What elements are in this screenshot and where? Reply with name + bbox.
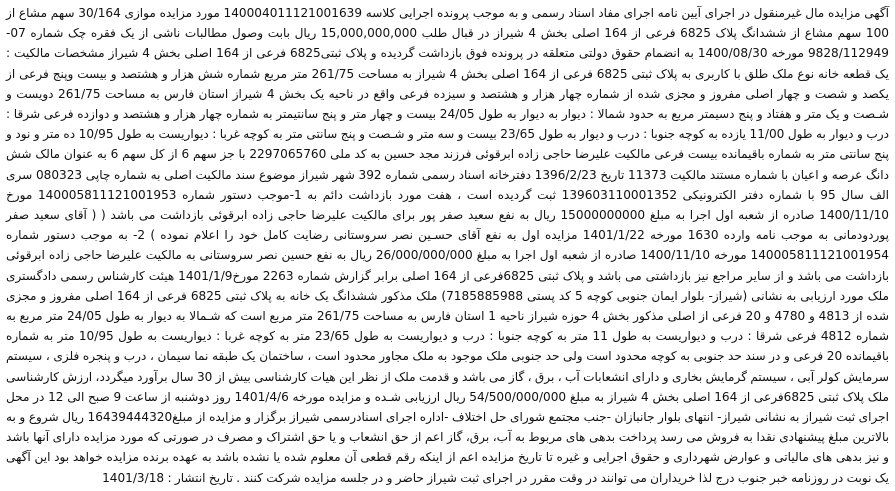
notice-paragraph: آگهی مزایده مال غیرمنقول در اجرای آیین نامه اجرای مفاد اسناد رسمی و به موجب پرونده اجرایی کلاسه 140004011121001639 مورد مزایده موازی 30/164 سهم مشاع از 100 سهم مشاع از ششدانگ پلاک 6825 فرعی از 164 اصلی بخش 4 شیراز در قبال طلب 15,000,000,000 ریال بابت وصول مطالبات ناشی از یک فقره چک شماره 07-9828/112949 مورخه 1400/08/30 به انضمام حقوق دولتی متعلقه در پرونده فوق بازداشت گردیده و پلاک ثبتی6825 فرعی از 164 اصلی بخش 4 شیراز مشخصات مالکیت : یک قطعه خانه نوع ملک طلق با کاربری به پلاک ثبتی 6825 فرعی از 164 اصلی بخش 4 شیراز به مساحت 261/75 متر مربع شماره شش هزار و هشتصد و بیست وپنج فرعی از یکصد و شصت و چهار اصلی مفروز و مجزی شده از شماره چهار هزار و هشتصد و سیزده فرعی واقع در ناحیه یک بخش 4 شیراز استان فارس به مساحت 261/75 دویست و شـصت و یک متر و هفتاد و پنج دسیمتر مربع به حدود شمالا : دیوار به دیوار به طول 24/05 بیست و چهار متر و پنج سانتیمتر به شماره چهار هزار و هشتصد و دوازده فرعی شرقا : درب و دیوار به طول 11/00 یازده به کوچه جنوبا : درب و دیوار به طول 23/65 بیست و سه متر و شـصت و پنج سانتی متر به کوچه غربا : دیواریست به طول 10/95 ده متر و نود و پنج سانتی متر به شماره باقیمانده بیست فرعی مالکیت علیرضا حاجی زاده ابرقوئی فرزند مجد حسین به کد ملی 2297065760 با جز سهم 6 از کل سهم 6 به عنوان مالک شش دانگ عرصه و اعیان با شماره مستند مالکیت 11373 تاریخ 1396/2/23 دفترخانه اسناد رسمی شماره 392 شهر شیراز موضوع سند مالکیت اصلی به شماره چاپی 080323 سری الف سال 95 با شماره دفتر الکترونیکی 139603110001352 ثبت گردیده است ، هفت مورد بازداشت دائم به 1-موجب دستور شماره 140005811121001953 مورخ 1400/11/10 صادره از شعبه اول اجرا به مبلغ 15000000000 ریال به نفع سعید صفر پور برای مالکیت علیرضا حاجی زاده ابرقوئی بازداشت می باشد ( ( آقای سعید صفر پوردودمانی به موجب نامه وارده 1630 مورخه 1401/1/22 مزایده اول به نفع آقای حسـین نصر سروستانی رضایت کامل خود را اعلام نموده ) 2- به موجب دستور شماره 140005811121001954 مورخه 1400/11/10 صادره از شعبه اول اجرا به مبلغ 26/000/000/000 ریال به نفع حسین نصر سروستانی به مالکیت علیرضا حاجی زاده ابرقوئی بازداشت می باشد و از سایر مراجع نیز بازداشتی می باشد و پلاک ثبتی 6825فرعی از 164 اصلی برابر گزارش شماره 2263 مورخ1401/1/9 هیئت کارشناس رسمی دادگستری ملک مورد ارزیابی به نشانی (شیراز- بلوار ایمان جنوبی کوچه 5 کد پستی 7185885988) ملک مذکور ششدانگ یک خانه به پلاک ثبتی 6825 فرعی از 164 اصلی مفروز و مجزی شده از 4813 و 4780 و 20 فرعی از اصلی مذکور بخش 4 حوزه شیراز ناحیه 1 استان فارس به مساحت 261/75 متر مربع است که شـمالا به دیوار به طول 24/05 متر مربع به شماره 4812 فرعی شرقا : درب و دیواریست به طول 11 متر به کوچه جنوبا : درب و دیواریست به طول 23/65 متر به کوچه غربا : دیواریست به طول 10/95 متر به شماره باقیمانده 20 فرعی و در سند حد جنوبی به کوچه محدود است ولی حد جنوبی ملک موجود به ملک مجاور محدود است ، ساختمان یک طبقه نما سیمان ، درب و پنجره فلزی ، سیستم سرمایش کولر آبی ، سیستم گرمایش بخاری و دارای انشعابات آب ، برق ، گاز می باشد و قدمت ملک از نظر این هیات کارشناسی بیش از 30 سال برآورد میگردد، ارزش کارشناسی ملک پلاک ثبتی 6825فرعی از 164 اصلی بخش 4 شیراز به مبلغ 54/500/000/000 ریال ارزیابی شـده و مزایده مورخه 1401/4/6 روز دوشنبه از ساعت 9 صبح الی 12 در محل اجرای ثبت شیراز به نشانی شیراز- انتهای بلوار جانبازان -جنب مجتمع شورای حل اختلاف -اداره اجرای اسنادرسمی شیراز برگزار و مزایده از مبلغ16439444320 ریال شروع و به بالاترین مبلغ پیشنهادی نقدا به فروش می رسد پرداخت بدهی های مربوط به آب، برق، گاز اعم از حق انشعاب و یا حق اشتراک و مصرف در صورتی که مورد مزایده دارای آنها باشد و نیز بدهی های مالیاتی و عوارض شهرداری و حقوق اجرایی و غیره تا تاریخ مزایده اعم از اینکه رقم قطعی آن معلوم شده یا نشده باشد به عهده برنده مزایده خواهد بود این آگهی یک نوبت در روزنامه خبر جنوب درج لذا خریداران می توانند در وقت مقرر در اجرای ثبت شیراز حاضر و در جلسه مزایده شرکت کنند . تاریخ انتشار : 1401/3/18 [6, 6, 890, 485]
